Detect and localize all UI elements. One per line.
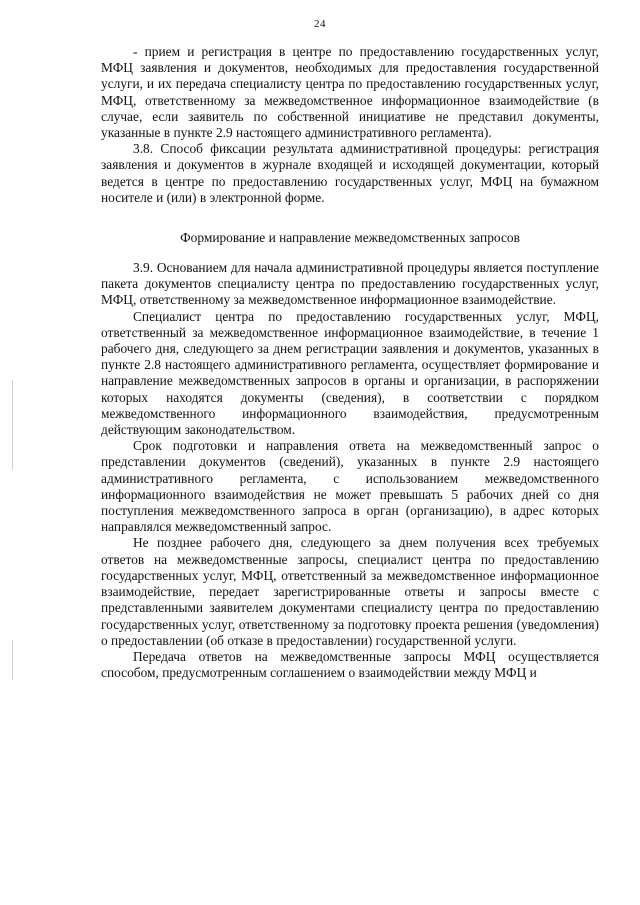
paragraph-deadline: Срок подготовки и направления ответа на межведомственный запрос о представлении документов (сведений), указанных в пункте 2.9 настоящего административного регламента, с использованием межведомственного информационного взаимодействия не может превышать 5 рабочих дней со дня поступления межведомственного запроса в орган (организацию), в адрес которых направлялся межведомственный запрос. xyxy=(101,438,599,535)
page-number: 24 xyxy=(314,18,326,30)
paragraph-3-8: 3.8. Способ фиксации результата административной процедуры: регистрация заявления и документов в журнале входящей и исходящей документации, который ведется в центре по предоставлению государственных услуг, МФЦ на бумажном носителе и (или) в электронной форме. xyxy=(101,141,599,205)
paragraph-transfer: Не позднее рабочего дня, следующего за днем получения всех требуемых ответов на межведомственные запросы, специалист центра по предоставлению государственных услуг, МФЦ, ответственный за межведомственное информационное взаимодействие, передает зарегистрированные ответы и запросы вместе с представленными заявителем документами специалисту центра по предоставлению государственных услуг, ответственному за подготовку проекта решения (уведомления) о предоставлении (об отказе в предоставлении) государственной услуги. xyxy=(101,535,599,648)
section-heading: Формирование и направление межведомственных запросов xyxy=(180,230,520,246)
paragraph-3-9: 3.9. Основанием для начала административной процедуры является поступление пакета документов специалисту центра по предоставлению государственных услуг, МФЦ, ответственному за межведомственное информационное взаимодействие. xyxy=(101,260,599,308)
paragraph-specialist: Специалист центра по предоставлению государственных услуг, МФЦ, ответственный за межведомственное информационное взаимодействие, в течение 1 рабочего дня, следующего за днем регистрации заявления и документов, указанных в пункте 2.8 настоящего административного регламента, осуществляет формирование и направление межведомственных запросов в органы и организации, в распоряжении которых находятся документы (сведения), в соответствии с порядком межведомственного информационного взаимодействия, предусмотренным действующим законодательством. xyxy=(101,308,599,438)
document-body xyxy=(101,44,599,681)
paragraph-intake: - прием и регистрация в центре по предоставлению государственных услуг, МФЦ заявления и документов, необходимых для предоставления государственной услуги, и их передача специалисту центра по предоставлению государственных услуг, МФЦ, ответственному за межведомственное информационное взаимодействие (в случае, если заявитель по собственной инициативе не представил документы, указанные в пункте 2.9 настоящего административного регламента). xyxy=(101,44,599,141)
scan-edge-mark xyxy=(12,380,13,470)
scan-edge-mark xyxy=(12,640,13,680)
paragraph-mfc-transfer: Передача ответов на межведомственные запросы МФЦ осуществляется способом, предусмотренным соглашением о взаимодействии между МФЦ и xyxy=(101,648,599,681)
